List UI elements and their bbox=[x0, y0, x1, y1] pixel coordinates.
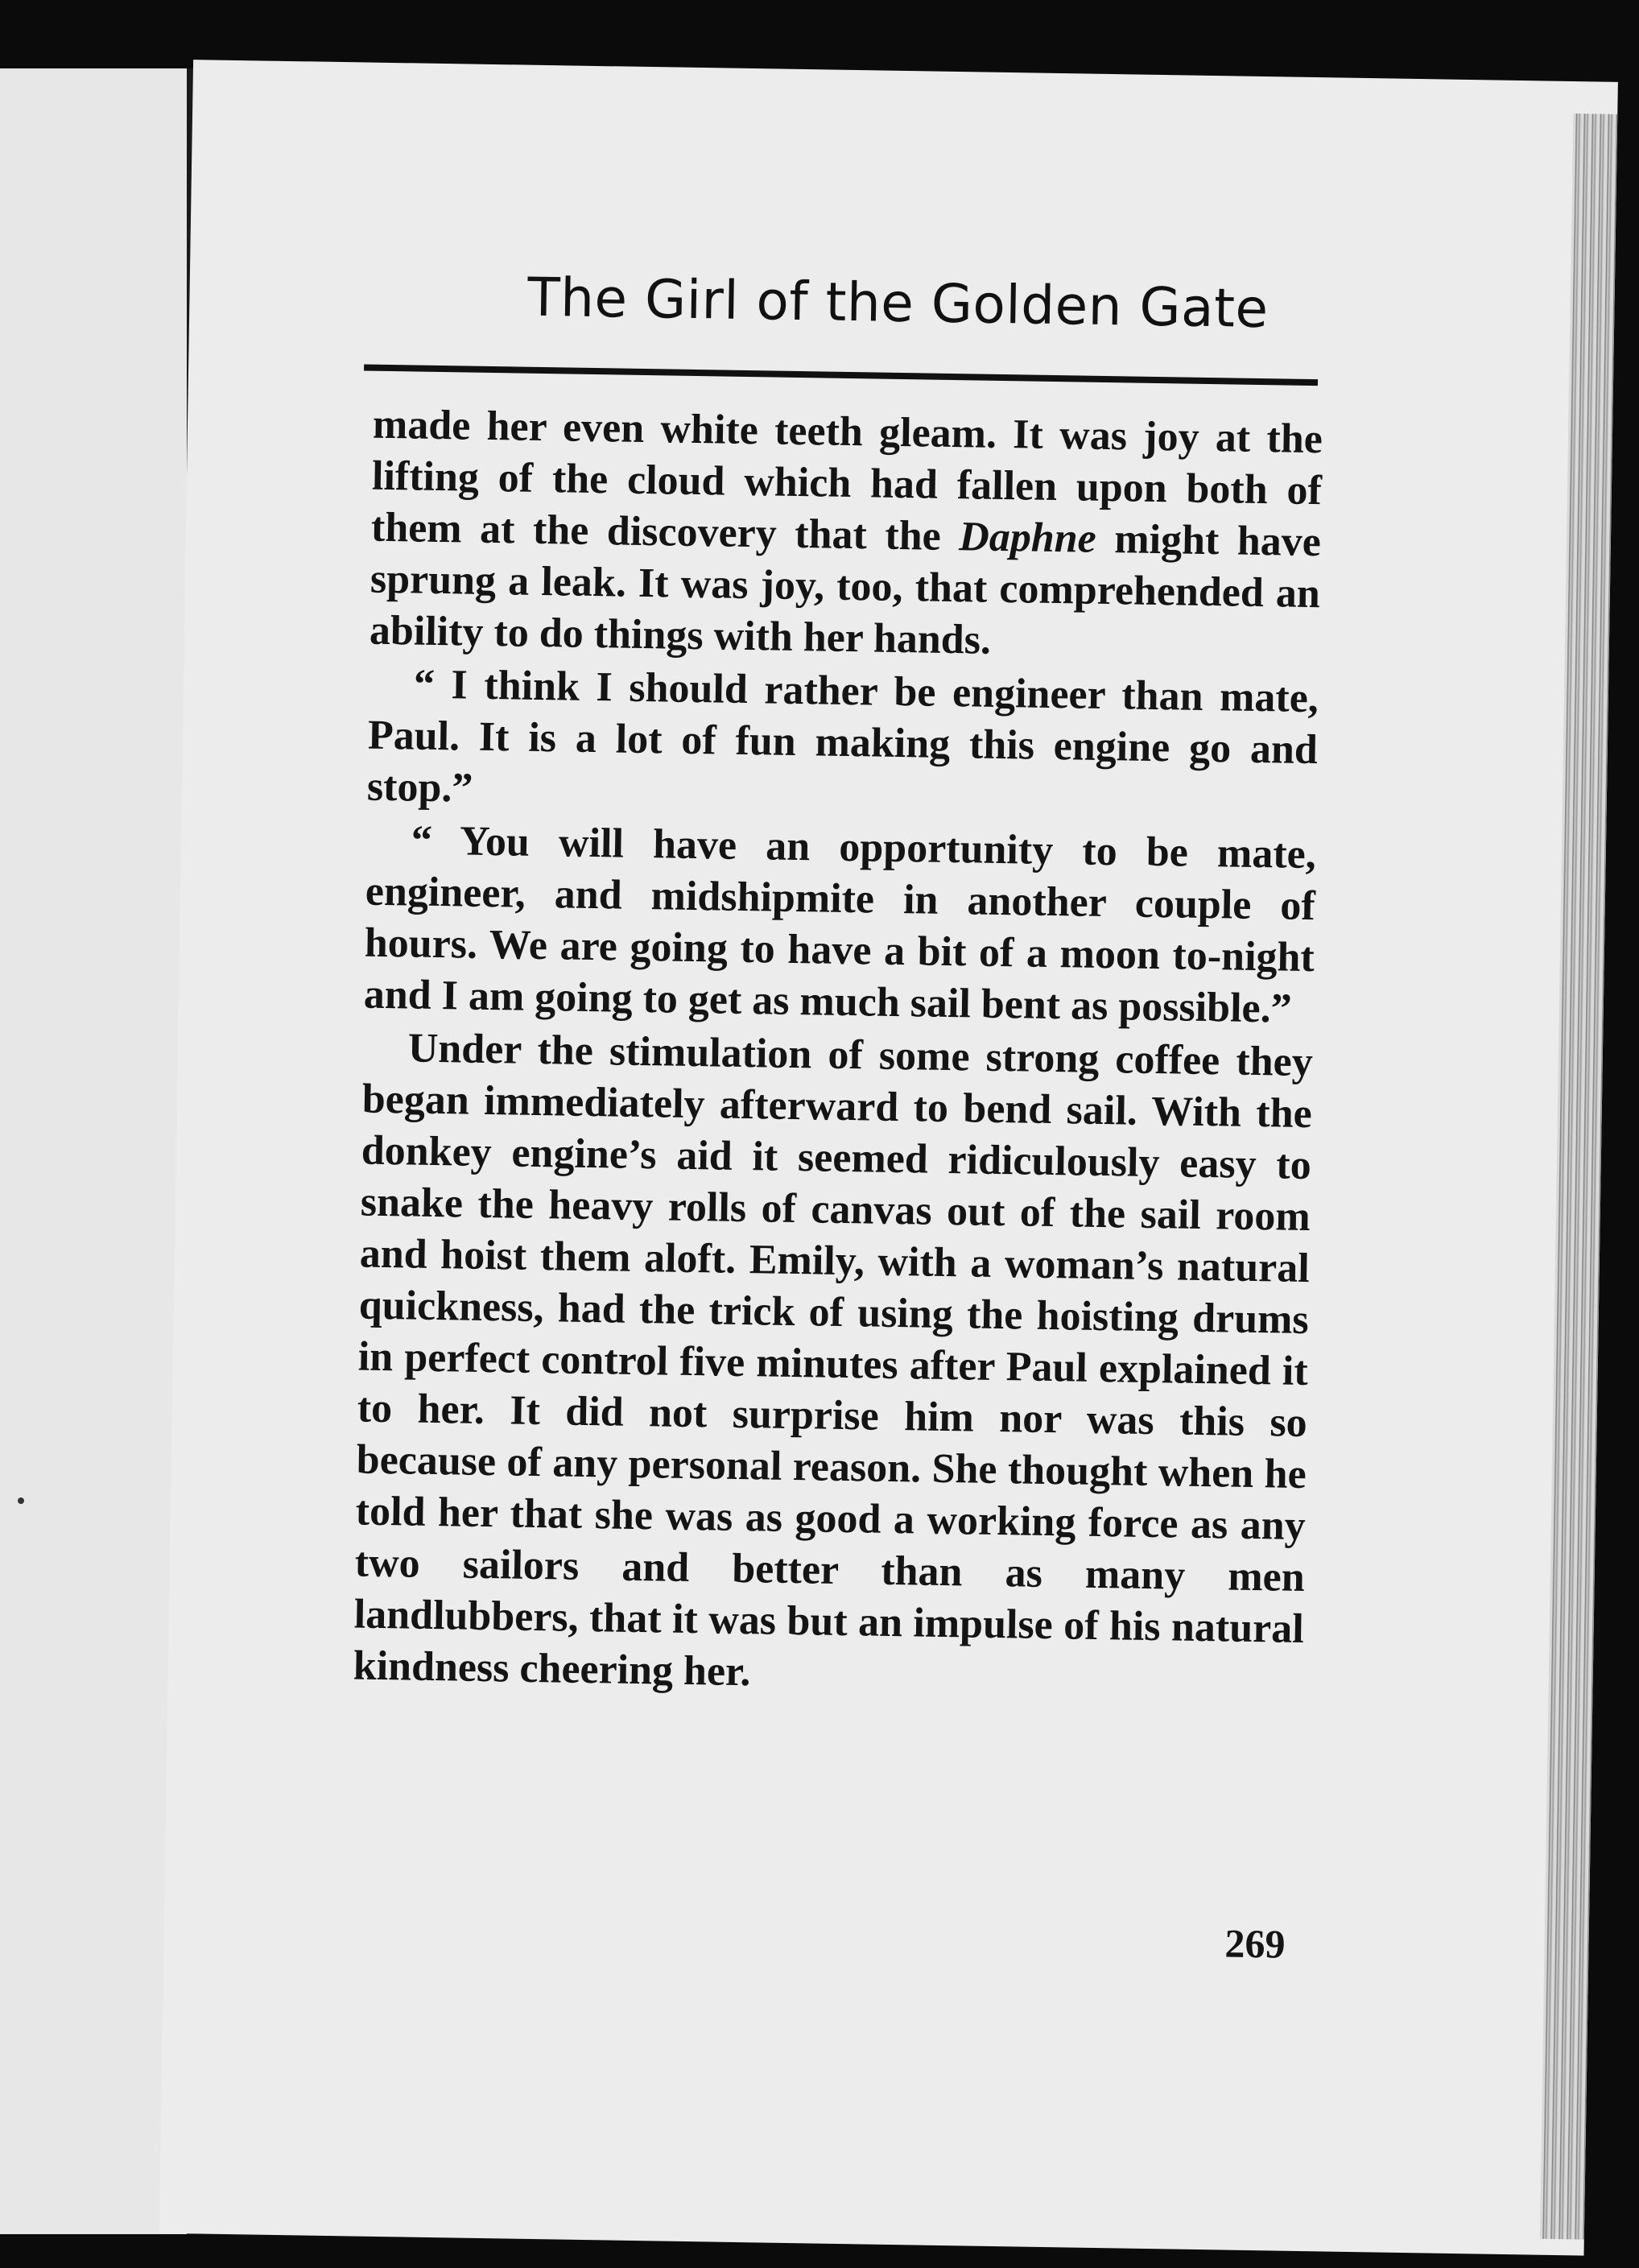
body-text bbox=[353, 399, 1323, 1707]
scan-speck bbox=[18, 1498, 24, 1504]
page-stack-edge bbox=[1540, 114, 1617, 2240]
paragraph-4: Under the stimulation of some strong coffee they began immediately afterward to bend sail. With the donkey engine’s aid it seemed ridiculously easy to snake the heavy rolls of canvas out of the sail room and hoist them aloft. Emily, with a woman’s natural quickness, had the trick of using the hoisting drums in perfect control five minutes after Paul explained it to her. It did not surprise him nor was this so because of any personal reason. She thought when he told her that she was as good a working force as any two sailors and better than as many men landlubbers, that it was but an impulse of his natural kindness cheering her. bbox=[353, 1025, 1314, 1696]
paragraph-1-end: might have sprung a leak. It was joy, too, that comprehended an ability to do things with her hands. bbox=[369, 515, 1322, 663]
book-page bbox=[159, 60, 1618, 2255]
paragraph-1 bbox=[369, 399, 1323, 671]
page-number: 269 bbox=[1224, 1920, 1286, 1967]
header-rule bbox=[364, 364, 1318, 386]
paragraph-1-start: made her even white teeth gleam. It was joy at the lifting of the cloud which had fallen upon both of them at the discovery that the bbox=[370, 401, 1323, 560]
paragraph-2: “ I think I should rather be engineer than mate, Paul. It is a lot of fun making this engine go and stop.” bbox=[366, 661, 1319, 812]
running-head: The Girl of the Golden Gate bbox=[526, 266, 1270, 341]
paragraph-3: “ You will have an opportunity to be mate, engineer, and midshipmite in another couple of hours. We are going to have a bit of a moon to-night and I am going to get as much sail bent as possible.” bbox=[363, 817, 1317, 1032]
ship-name-daphne: Daphne bbox=[958, 514, 1097, 562]
